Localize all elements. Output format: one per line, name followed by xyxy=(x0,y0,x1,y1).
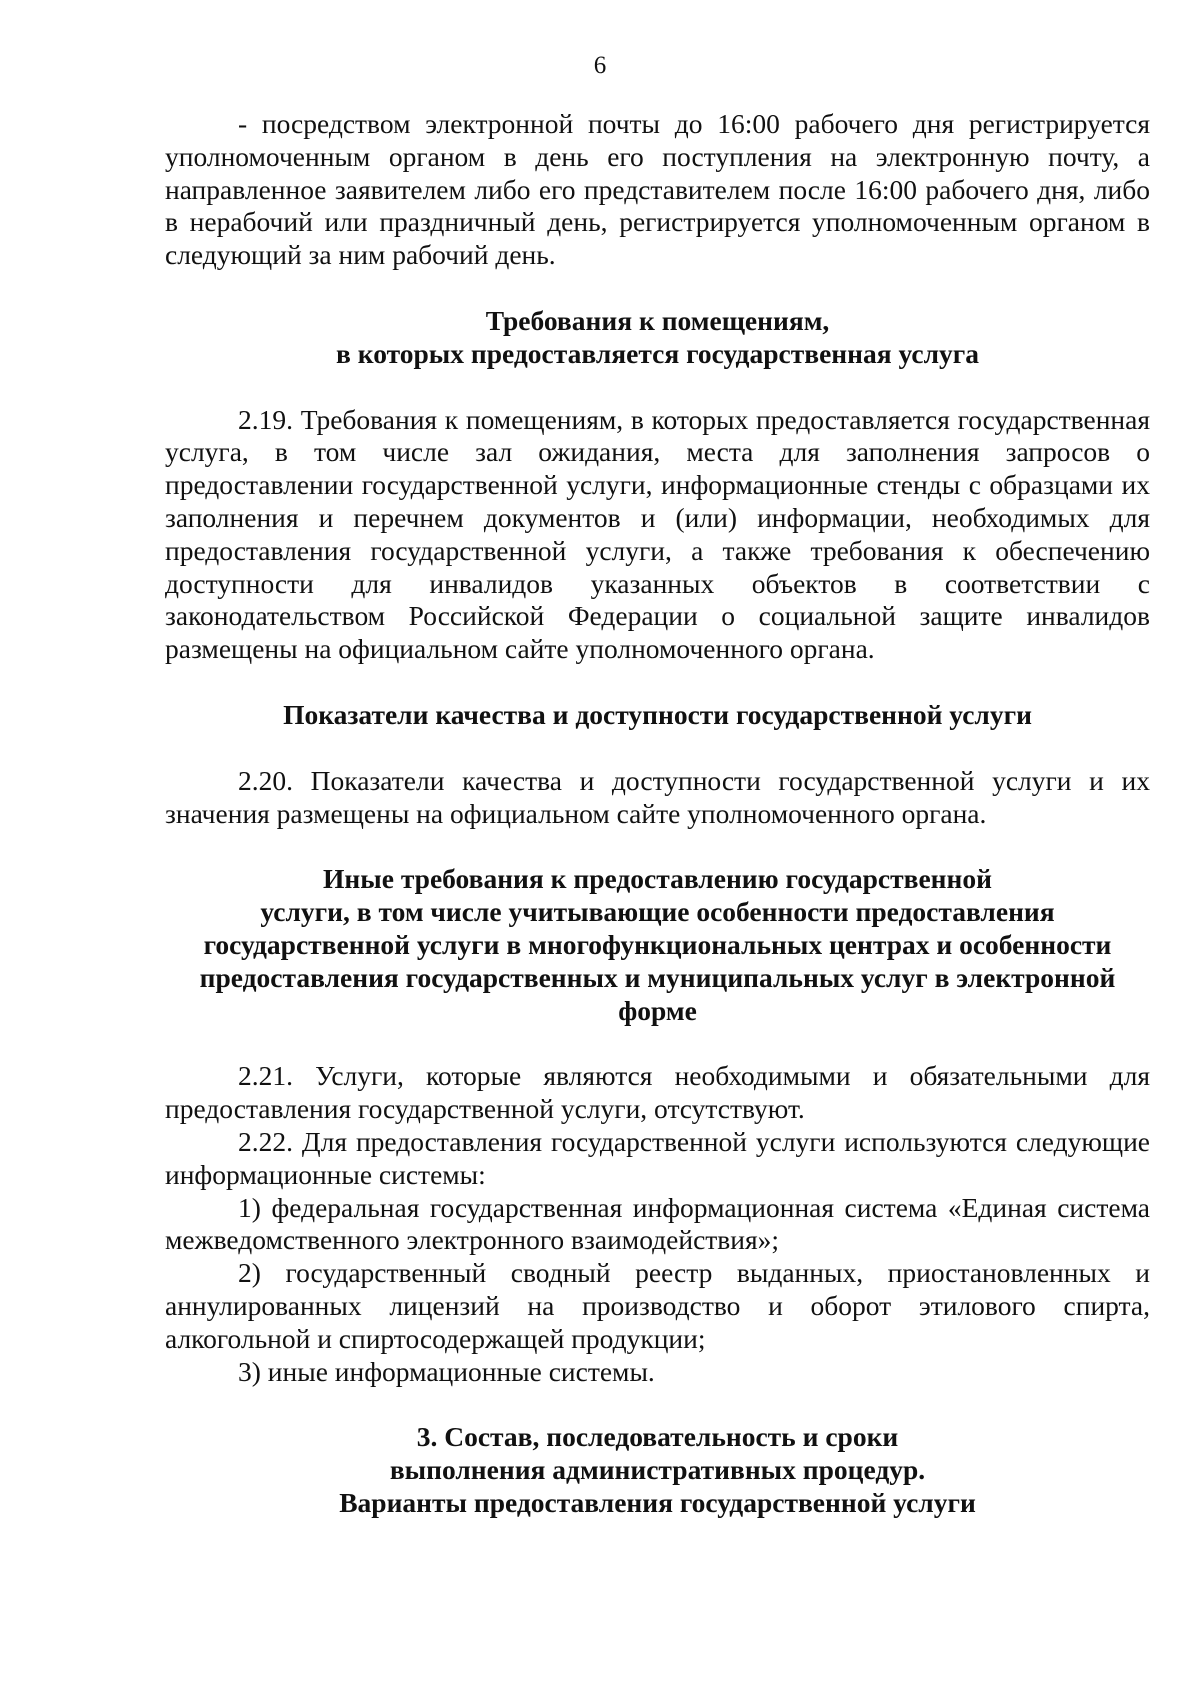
heading-line: государственной услуги в многофункциональных центрах и особенности xyxy=(203,928,1112,960)
paragraph-2-21: 2.21. Услуги, которые являются необходимыми и обязательными для предоставления государственной услуги, отсутствуют. xyxy=(165,1060,1150,1125)
heading-line: услуги, в том числе учитывающие особенности предоставления xyxy=(260,896,1055,928)
heading-line: Иные требования к предоставлению государственной xyxy=(323,863,992,895)
heading-other-requirements xyxy=(165,863,1150,1027)
heading-line: 3. Состав, последовательность и сроки xyxy=(416,1421,899,1453)
heading-line: выполнения административных процедур. xyxy=(389,1454,926,1486)
list-item-3: 3) иные информационные системы. xyxy=(238,1355,655,1387)
page-content xyxy=(165,108,1150,1520)
page-number: 6 xyxy=(593,52,607,79)
list-item-1: 1) федеральная государственная информационная система «Единая система межведомственного электронного взаимодействия»; xyxy=(165,1191,1150,1256)
heading-line: в которых предоставляется государственная услуга xyxy=(336,337,979,369)
list-item-2: 2) государственный сводный реестр выданных, приостановленных и аннулированных лицензий на производство и оборот этилового спирта, алкогольной и спиртосодержащей продукции; xyxy=(165,1257,1150,1354)
heading-section-3 xyxy=(165,1421,1150,1519)
heading-line: Варианты предоставления государственной услуги xyxy=(339,1486,976,1518)
heading-line: Требования к помещениям, xyxy=(485,304,830,336)
paragraph-2-22: 2.22. Для предоставления государственной услуги используются следующие информационные системы: xyxy=(165,1125,1150,1190)
paragraph-email-registration: - посредством электронной почты до 16:00 рабочего дня регистрируется уполномоченным органом в день его поступления на электронную почту, а направленное заявителем либо его представителем после 16:00 рабочего дня, либо в нерабочий или праздничный день, регистрируется уполномоченным органом в следующий за ним рабочий день. xyxy=(165,108,1150,271)
paragraph-2-20: 2.20. Показатели качества и доступности государственной услуги и их значения размещены на официальном сайте уполномоченного органа. xyxy=(165,764,1150,829)
heading-premises-requirements xyxy=(165,305,1150,371)
heading-line: предоставления государственных и муниципальных услуг в электронной xyxy=(199,961,1116,993)
paragraph-2-19: 2.19. Требования к помещениям, в которых предоставляется государственная услуга, в том числе зал ожидания, места для заполнения запросов о предоставлении государственной услуги, информационные стенды с образцами их заполнения и перечнем документов и (или) информации, необходимых для предоставления государственной услуги, а также требования к обеспечению доступности для инвалидов указанных объектов в соответствии с законодательством Российской Федерации о социальной защите инвалидов размещены на официальном сайте уполномоченного органа. xyxy=(165,403,1150,665)
heading-line: форме xyxy=(618,994,697,1026)
heading-quality-indicators: Показатели качества и доступности государственной услуги xyxy=(283,698,1032,730)
